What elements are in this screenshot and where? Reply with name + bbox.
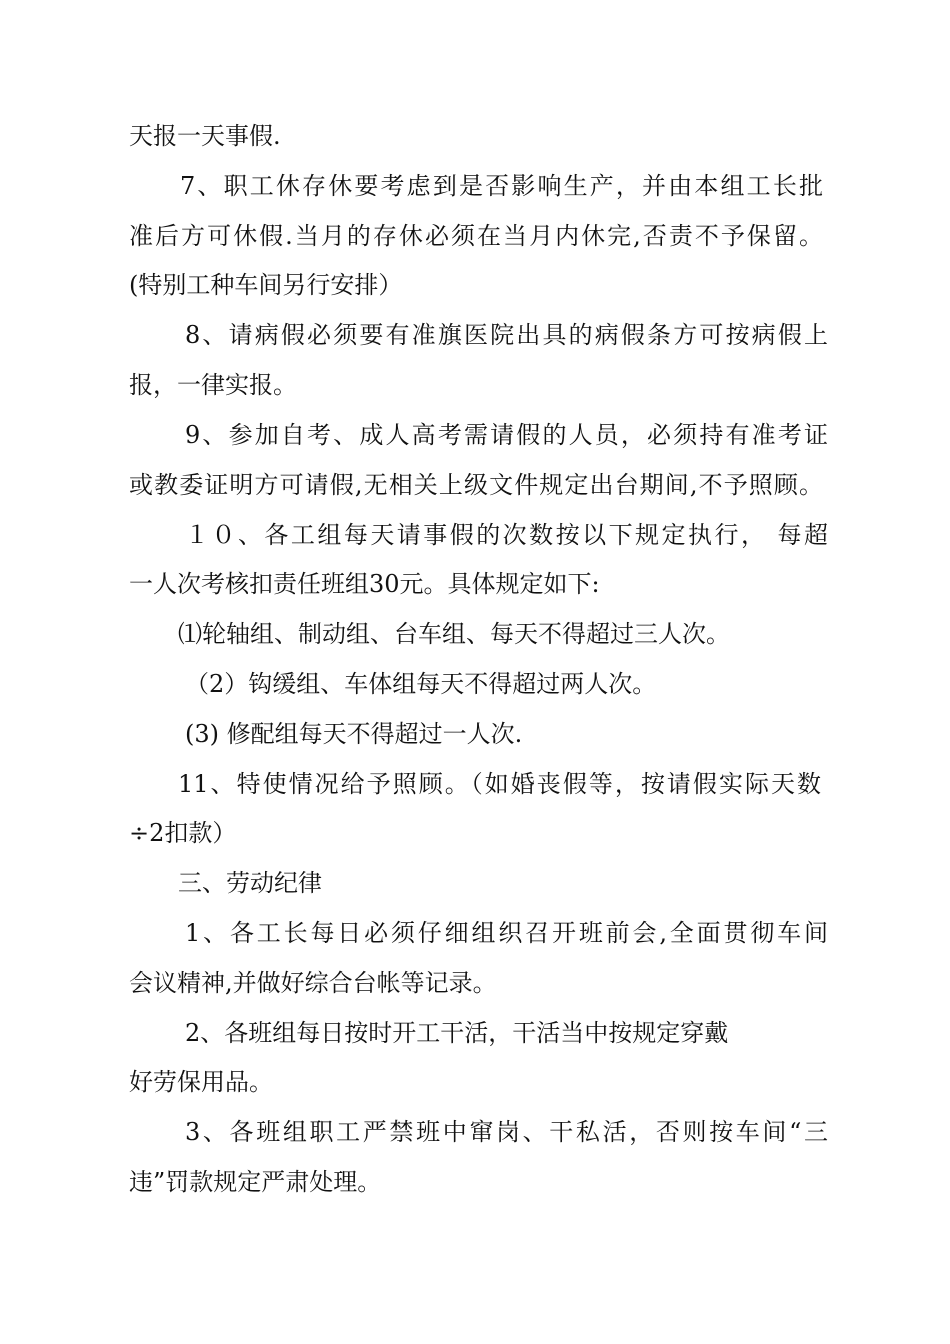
text-line-21: 3、各班组职工严禁班中窜岗、干私活，否则按车间“三 xyxy=(185,1118,828,1146)
text-line-6: 报，一律实报。 xyxy=(129,371,297,399)
text-line-13: (3) 修配组每天不得超过一人次. xyxy=(185,720,523,748)
text-line-22: 违”罚款规定严肃处理。 xyxy=(129,1168,382,1196)
text-line-2: 7、职工休存休要考虑到是否影响生产，并由本组工长批 xyxy=(180,172,823,200)
text-line-12: （2）钩缓组、车体组每天不得超过两人次。 xyxy=(185,670,657,698)
text-line-20: 好劳保用品。 xyxy=(129,1068,273,1096)
text-line-17: 1、各工长每日必须仔细组织召开班前会,全面贯彻车间 xyxy=(185,919,828,947)
text-line-14: 11、特使情况给予照顾。（如婚丧假等，按请假实际天数 xyxy=(178,770,821,798)
text-line-18: 会议精神,并做好综合台帐等记录。 xyxy=(129,969,497,997)
text-line-7: 9、参加自考、成人高考需请假的人员，必须持有准考证 xyxy=(185,421,828,449)
section-heading: 三、劳动纪律 xyxy=(178,869,322,897)
text-line-11: ⑴轮轴组、制动组、台车组、每天不得超过三人次。 xyxy=(178,620,730,648)
text-line-4: (特别工种车间另行安排） xyxy=(129,271,403,299)
text-line-10: 一人次考核扣责任班组30元。具体规定如下: xyxy=(129,570,600,598)
text-line-19: 2、各班组每日按时开工干活，干活当中按规定穿戴 xyxy=(185,1019,729,1047)
text-line-1: 天报一天事假. xyxy=(129,122,281,150)
text-line-8: 或教委证明方可请假,无相关上级文件规定出台期间,不予照顾。 xyxy=(129,471,823,499)
text-line-15: ÷2扣款） xyxy=(129,819,237,847)
text-line-5: 8、请病假必须要有准旗医院出具的病假条方可按病假上 xyxy=(185,321,828,349)
text-line-9: １０、各工组每天请事假的次数按以下规定执行， 每超 xyxy=(185,521,828,549)
text-line-3: 准后方可休假.当月的存休必须在当月内休完,否责不予保留。 xyxy=(129,222,823,250)
